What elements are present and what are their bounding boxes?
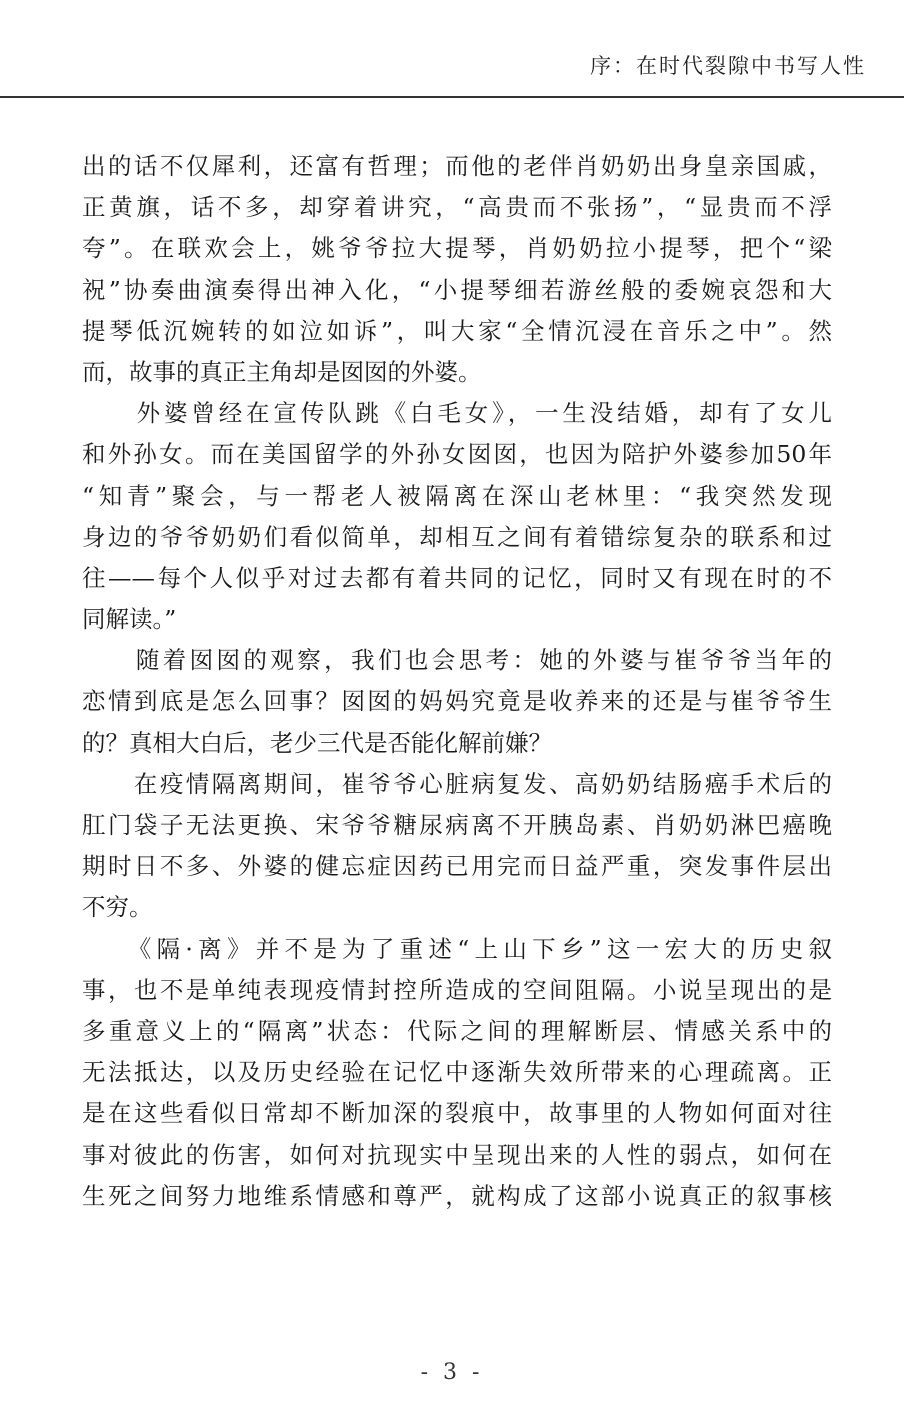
header-divider: [0, 96, 904, 98]
text-line: 期时日不多、外婆的健忘症因药已用完而日益严重，突发事件层出: [82, 852, 832, 881]
text-line: 事，也不是单纯表现疫情封控所造成的空间阻隔。小说呈现出的是: [82, 975, 832, 1004]
text-line: 祝”协奏曲演奏得出神入化，“小提琴细若游丝般的委婉哀怨和大: [82, 275, 832, 304]
text-line: 在疫情隔离期间，崔爷爷心脏病复发、高奶奶结肠癌手术后的: [82, 769, 832, 798]
text-line: “知青”聚会，与一帮老人被隔离在深山老林里：“我突然发现: [82, 481, 832, 510]
text-line: 多重意义上的“隔离”状态：代际之间的理解断层、情感关系中的: [82, 1016, 832, 1045]
text-line: 外婆曾经在宣传队跳《白毛女》，一生没结婚，却有了女儿: [82, 399, 832, 428]
text-line: 生死之间努力地维系情感和尊严，就构成了这部小说真正的叙事核: [82, 1181, 832, 1210]
text-line: 和外孙女。而在美国留学的外孙女囡囡，也因为陪护外婆参加50年: [82, 440, 832, 469]
text-line: 是在这些看似日常却不断加深的裂痕中，故事里的人物如何面对往: [82, 1099, 832, 1128]
text-line: 随着囡囡的观察，我们也会思考：她的外婆与崔爷爷当年的: [82, 646, 832, 675]
body-text: [82, 146, 832, 1217]
text-line: 正黄旗，话不多，却穿着讲究，“高贵而不张扬”，“显贵而不浮: [82, 193, 832, 222]
text-line: 身边的爷爷奶奶们看似简单，却相互之间有着错综复杂的联系和过: [82, 522, 832, 551]
text-line: 往——每个人似乎对过去都有着共同的记忆，同时又有现在时的不: [82, 563, 832, 592]
text-line: 夸”。在联欢会上，姚爷爷拉大提琴，肖奶奶拉小提琴，把个“梁: [82, 234, 832, 263]
text-line: 无法抵达，以及历史经验在记忆中逐渐失效所带来的心理疏离。正: [82, 1058, 832, 1087]
text-line: 不穷。: [82, 893, 153, 922]
text-line: 而，故事的真正主角却是囡囡的外婆。: [82, 357, 482, 386]
running-header-title: 序：在时代裂隙中书写人性: [590, 54, 866, 78]
text-line: 恋情到底是怎么回事？囡囡的妈妈究竟是收养来的还是与崔爷爷生: [82, 687, 832, 716]
text-line: 同解读。”: [82, 605, 177, 634]
text-line: 出的话不仅犀利，还富有哲理；而他的老伴肖奶奶出身皇亲国戚，: [82, 152, 832, 180]
text-line: 肛门袋子无法更换、宋爷爷糖尿病离不开胰岛素、肖奶奶淋巴癌晚: [82, 811, 832, 839]
text-line: 《隔·离》并不是为了重述“上山下乡”这一宏大的历史叙: [82, 934, 832, 963]
text-line: 的？真相大白后，老少三代是否能化解前嫌？: [82, 728, 552, 757]
page-number: - 3 -: [420, 1360, 484, 1385]
text-line: 提琴低沉婉转的如泣如诉”，叫大家“全情沉浸在音乐之中”。然: [82, 316, 832, 345]
text-line: 事对彼此的伤害，如何对抗现实中呈现出来的人性的弱点，如何在: [82, 1140, 832, 1169]
